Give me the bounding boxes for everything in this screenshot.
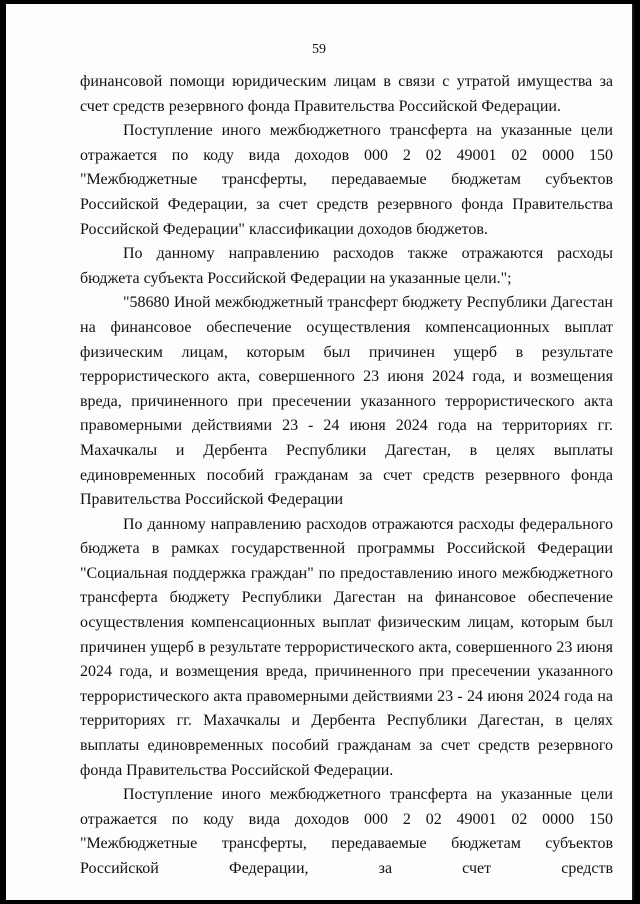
paragraph-58680-heading: "58680 Иной межбюджетный трансферт бюджету Республики Дагестан на финансовое обеспечение осуществления компенсационных выплат физическим лицам, которым был причинен ущерб в результате террористического акта, совершенного 23 июня 2024 года, и возмещения вреда, причиненного при пресечении указанного террористического акта правомерными действиями 23 - 24 июня 2024 года на территориях гг. Махачкалы и Дербента Республики Дагестан, в целях выплаты единовременных пособий гражданам за счет средств резервного фонда Правительства Российской Федерации (80, 294, 613, 509)
paragraph-subject-expenses: По данному направлению расходов также отражаются расходы бюджета субъекта Российской Федерации на указанные цели."; (80, 245, 613, 287)
page-number: 59 (312, 42, 326, 57)
paragraph-income-code: Поступление иного межбюджетного трансферта на указанные цели отражается по коду вида доходов 000 2 02 49001 02 0000 150 "Межбюджетные трансферты, передаваемые бюджетам субъектов Российской Федерации, за счет средств резервного фонда Правительства Российской Федерации" классификации доходов бюджетов. (80, 122, 613, 238)
paragraph-continuation: финансовой помощи юридическим лицам в связи с утратой имущества за счет средств резервного фонда Правительства Российской Федерации. (80, 73, 613, 115)
paragraph-income-code-repeat: Поступление иного межбюджетного трансферта на указанные цели отражается по коду вида доходов 000 2 02 49001 02 0000 150 "Межбюджетные трансферты, передаваемые бюджетам субъектов Российской Федерации, за счет средств (80, 786, 613, 877)
document-body (80, 70, 613, 882)
paragraph-58680-description: По данному направлению расходов отражаются расходы федерального бюджета в рамках государственной программы Российской Федерации "Социальная поддержка граждан" по предоставлению иного межбюджетного трансферта бюджету Республики Дагестан на финансовое обеспечение осуществления компенсационных выплат физическим лицам, которым был причинен ущерб в результате террористического акта, совершенного 23 июня 2024 года, и возмещения вреда, причиненного при пресечении указанного террористического акта правомерными действиями 23 - 24 июня 2024 года на территориях гг. Махачкалы и Дербента Республики Дагестан, в целях выплаты единовременных пособий гражданам за счет средств резервного фонда Правительства Российской Федерации. (80, 515, 613, 779)
document-page (6, 4, 634, 900)
